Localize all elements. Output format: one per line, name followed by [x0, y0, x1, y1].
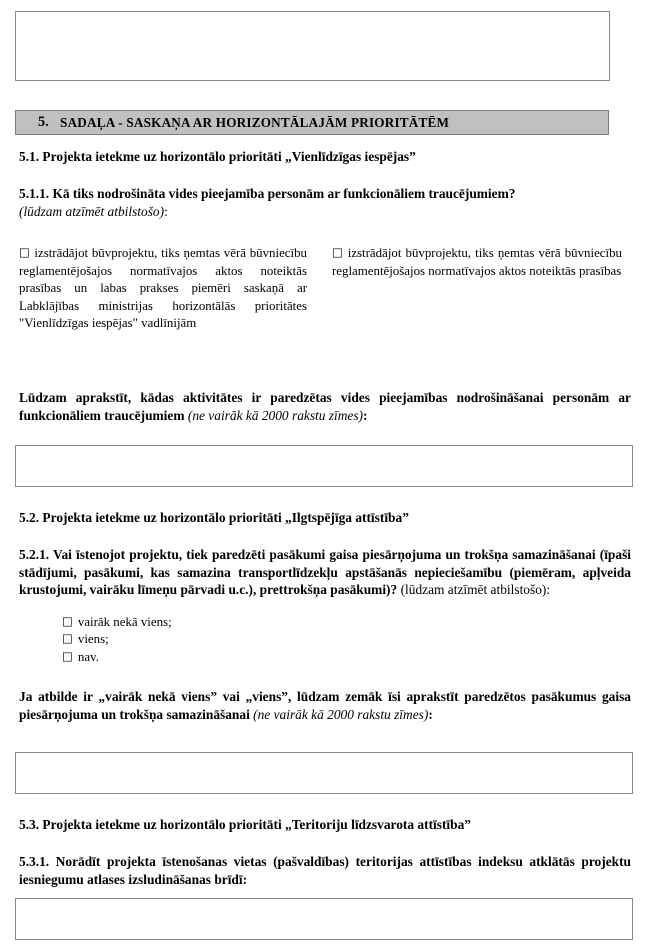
section-title: SADAĻA - SASKAŅA AR HORIZONTĀLAJĀM PRIORITĀTĒM — [60, 114, 450, 130]
describe-prompt-5-2-bold: Ja atbilde ir „vairāk nekā viens” vai „viens”, lūdzam zemāk īsi aprakstīt paredzētos pasākumus gaisa piesārņojuma un trokšņa samazināšanai — [19, 689, 631, 722]
section-header-bar — [15, 110, 609, 135]
describe-prompt-5-1-limit: (ne vairāk kā 2000 rakstu zīmes) — [187, 407, 364, 423]
describe-prompt-5-2-suffix: : — [428, 706, 433, 722]
option-5-1-1-b-label: izstrādājot būvprojektu, tiks ņemtas vērā būvniecību reglamentējošajos normatīvajos aktos noteiktās prasības — [332, 246, 622, 278]
section-number: 5. — [38, 114, 50, 130]
heading-5-3: 5.3. Projekta ietekme uz horizontālo prioritāti „Teritoriju līdzsvarota attīstība” — [19, 817, 471, 832]
question-5-3-1: 5.3.1. Norādīt projekta īstenošanas vietas (pašvaldības) teritorijas attīstības indeksu atklātās projektu iesniegumu atlases izsludināšanas brīdī: — [19, 854, 631, 887]
question-5-2-1 — [19, 546, 631, 599]
question-5-1-1-hint: (lūdzam atzīmēt atbilstošo) — [19, 203, 165, 219]
option-5-1-1-a[interactable] — [19, 245, 307, 333]
option-5-2-1-more-than-one-label: vairāk nekā viens; — [77, 615, 172, 629]
heading-5-1: 5.1. Projekta ietekme uz horizontālo prioritāti „Vienlīdzīgas iespējas” — [19, 149, 416, 164]
checkbox-icon[interactable]: □ — [332, 245, 344, 259]
checkbox-icon[interactable]: □ — [62, 614, 73, 628]
question-5-2-1-hint: (lūdzam atzīmēt atbilstošo): — [400, 582, 551, 597]
option-5-1-1-a-label: izstrādājot būvprojektu, tiks ņemtas vērā būvniecību reglamentējošajos normatīvajos aktos noteiktās prasības un labas prakses piemēri saskaņā ar Labklājības ministrijas horizontālās prioritātes "Vienlīdzīgas iespējas" vadlīnijām — [19, 246, 307, 331]
checkbox-icon[interactable]: □ — [62, 648, 73, 663]
option-list-5-2-1 — [62, 614, 362, 666]
answer-box-5-1-1[interactable] — [15, 445, 633, 487]
top-answer-box[interactable] — [15, 11, 610, 81]
heading-5-2: 5.2. Projekta ietekme uz horizontālo prioritāti „Ilgtspējīga attīstība” — [19, 510, 409, 525]
option-5-2-1-none[interactable] — [62, 649, 362, 666]
option-5-2-1-one[interactable] — [62, 631, 362, 648]
checkbox-icon[interactable]: □ — [19, 245, 31, 259]
option-5-2-1-none-label: nav. — [77, 649, 99, 664]
answer-box-5-3-1[interactable] — [15, 898, 633, 940]
describe-prompt-5-2 — [19, 688, 631, 723]
describe-prompt-5-1-suffix: : — [363, 407, 368, 423]
option-5-2-1-one-label: viens; — [77, 632, 109, 647]
describe-prompt-5-1-bold: Lūdzam aprakstīt, kādas aktivitātes ir paredzētas vides pieejamības nodrošināšanai personām ar funkcionāliem traucējumiem — [19, 390, 631, 423]
describe-prompt-5-2-limit: (ne vairāk kā 2000 rakstu zīmes) — [253, 706, 429, 722]
answer-box-5-2-1[interactable] — [15, 752, 633, 794]
question-5-2-1-bold: 5.2.1. Vai īstenojot projektu, tiek paredzēti pasākumi gaisa piesārņojuma un trokšņa samazināšanai (īpaši stādījumi, pasākumi, kas samazina transportlīdzekļu apstāšanās nepieciešamību (piemēram, apļveida krustojumi, vairāku līmeņu pārvadi u.c.), prettrokšņa pasākumi)? — [19, 547, 631, 597]
option-5-1-1-b[interactable] — [332, 245, 622, 280]
describe-prompt-5-1 — [19, 389, 631, 424]
checkbox-icon[interactable]: □ — [62, 631, 73, 646]
question-5-1-1-text: 5.1.1. Kā tiks nodrošināta vides pieejamība personām ar funkcionāliem traucējumiem? — [19, 186, 516, 201]
question-5-1-1-hint-suffix: : — [164, 203, 168, 219]
option-5-2-1-more-than-one[interactable] — [62, 614, 362, 631]
question-5-1-1 — [19, 185, 633, 220]
